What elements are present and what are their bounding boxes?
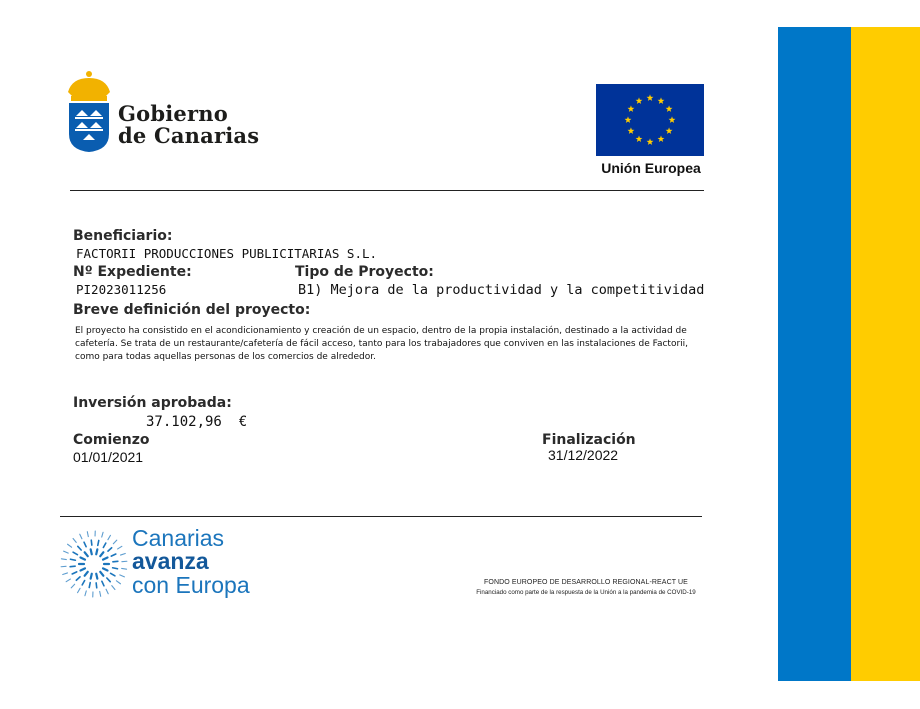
yellow-stripe [851,27,920,681]
burst-ray [66,579,70,582]
burst-ray [85,591,86,596]
burst-ray [96,583,97,588]
top-divider [70,190,704,191]
tipo-proyecto-heading: Tipo de Proyecto: [295,264,434,280]
burst-ray [91,549,92,554]
burst-ray [73,552,77,554]
burst-ray [116,581,120,584]
blue-stripe [778,27,851,681]
burst-ray [122,568,127,569]
burst-ray [103,543,105,547]
burst-ray [82,581,84,585]
eu-label: Unión Europea [601,160,701,176]
canarias-avanza-line2: avanza [132,548,209,574]
expediente-heading: Nº Expediente: [73,264,192,280]
comienzo-heading: Comienzo [73,432,150,448]
bottom-divider [60,516,702,517]
burst-ray [118,546,122,549]
tipo-proyecto-value: B1) Mejora de la productividad y la competitividad [298,282,705,298]
burst-ray [98,540,99,545]
gobierno-line2: de Canarias [118,123,260,148]
burst-ray [87,532,88,537]
canarias-avanza-wordmark [132,527,250,597]
burst-ray [76,577,80,580]
canarias-avanza-line1: Canarias [132,525,225,551]
burst-ray [85,552,88,556]
finalizacion-value: 31/12/2022 [548,447,619,463]
burst-ray [103,568,108,570]
beneficiario-value: FACTORII PRODUCCIONES PUBLICITARIAS S.L. [76,246,378,261]
inversion-heading: Inversión aprobada: [73,395,232,411]
burst-ray [100,552,103,556]
burst-ray [78,546,81,550]
burst-ray [61,559,66,560]
burst-ray [96,574,97,579]
canarias-avanza-line3: con Europa [132,572,250,598]
burst-ray [100,572,103,576]
burst-ray [64,551,69,553]
burst-ray [100,591,101,596]
burst-ray [111,573,115,575]
burst-ray [68,544,72,547]
definicion-text: El proyecto ha consistido en el acondicionamiento y creación de un espacio, dentro de la propia instalación, destinado a la actividad de cafetería. Se trata de un restaurante/cafetería de fácil acceso, tanto para los trabajadores que conviven en las instalaciones de Factorii, como para todas aquellas personas de los comercios de alrededor. [75,326,689,362]
burst-ray [96,549,97,554]
burst-ray [111,554,116,556]
burst-ray [112,586,115,590]
burst-ray [102,532,103,537]
burst-ray [80,568,85,570]
burst-ray [85,572,88,576]
burst-ray [108,548,112,551]
burst-ray [70,559,75,560]
burst-ray [78,588,80,592]
finalizacion-heading: Finalización [542,432,636,448]
burst-ray [89,583,90,588]
definicion-heading: Breve definición del proyecto: [73,302,311,318]
burst-ray [108,535,110,539]
burst-ray [113,561,118,562]
burst-ray [120,575,125,577]
gobierno-canarias-wordmark [118,103,259,147]
burst-ray [113,540,116,544]
fondo-line1: FONDO EUROPEO DE DESARROLLO REGIONAL-REACT UE [484,579,688,586]
burst-ray [80,534,82,539]
burst-ray [71,584,74,588]
gobierno-line1: Gobierno [118,101,228,126]
burst-ray [91,540,92,545]
beneficiario-heading: Beneficiario: [73,228,173,244]
burst-ray [70,566,75,567]
fondo-line2: Financiado como parte de la respuesta de la Unión a la pandemia de COVID-19 [476,589,696,596]
burst-ray [102,581,104,586]
burst-ray [103,557,108,559]
burst-ray [84,542,86,547]
inversion-value: 37.102,96 € [146,414,248,430]
burst-ray [91,574,92,579]
comienzo-value: 01/01/2021 [73,449,144,465]
burst-ray [63,573,68,575]
burst-ray [106,589,108,594]
burst-ray [113,568,118,569]
eu-flag-icon [596,84,704,156]
burst-ray [72,572,77,574]
fondo-footer [440,578,732,598]
burst-ray [80,557,85,559]
canarias-avanza-burst-icon [60,530,128,598]
burst-ray [107,578,110,582]
burst-ray [73,539,76,543]
expediente-value: PI2023011256 [76,282,167,297]
burst-ray [121,553,126,555]
